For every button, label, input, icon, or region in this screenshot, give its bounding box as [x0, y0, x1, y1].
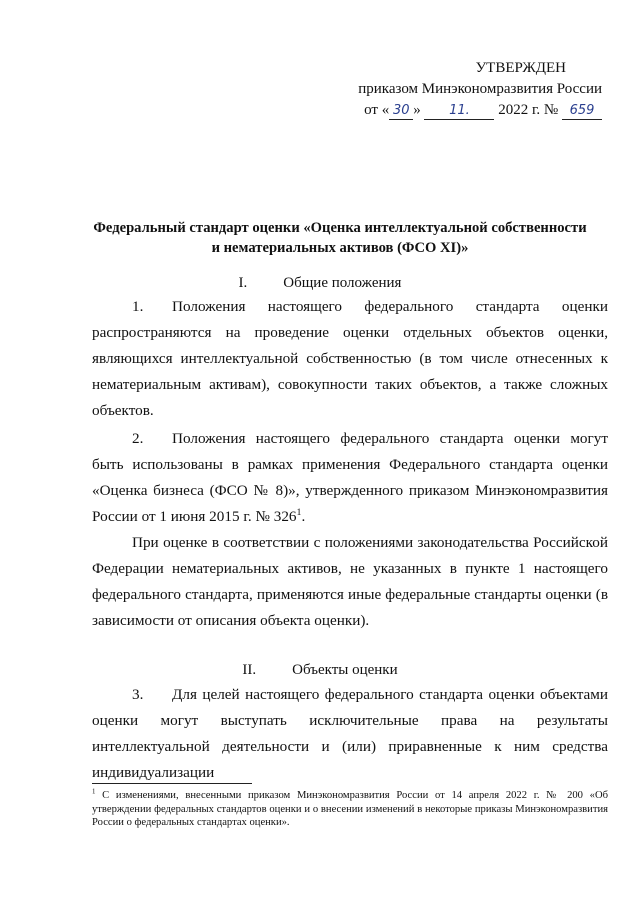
section-title: Объекты оценки — [292, 662, 398, 678]
section-heading-1 — [0, 275, 640, 292]
footnote-number: 1 — [92, 788, 96, 796]
paragraph-text: Для целей настоящего федерального стандарта оценки объектами оценки могут выступать исключительные права на результаты интеллектуальной деятельности и (или) приравненные к ним средства индивидуализации — [92, 686, 608, 781]
section-title: Общие положения — [283, 275, 402, 291]
approval-month: 11. — [424, 103, 494, 120]
footnote-text: С изменениями, внесенными приказом Минэкономразвития России от 14 апреля 2022 г. № 200 «Об утверждении федеральных стандартов оценки и о внесении изменений в некоторые приказы Минэкономразвития России о федеральных стандартах оценки». — [92, 790, 608, 828]
approval-day: 30 — [389, 103, 413, 120]
footnote-reference: 1 — [296, 506, 302, 518]
paragraph-4 — [92, 682, 608, 786]
approval-title: УТВЕРЖДЕН — [475, 60, 566, 76]
approval-from-close: » — [413, 102, 421, 118]
paragraph-text: При оценке в соответствии с положениями законодательства Российской Федерации нематериальных активов, не указанных в пункте 1 настоящего федерального стандарта, применяются иные федеральные стандарты оценки (в зависимости от описания объекта оценки). — [92, 534, 608, 629]
document-title — [80, 218, 600, 258]
approval-from-prefix: от « — [364, 102, 390, 118]
paragraph-1 — [92, 294, 608, 424]
approval-order-line: приказом Минэкономразвития России — [358, 81, 602, 97]
approval-date-line — [302, 100, 602, 121]
document-title-line-1: Федеральный стандарт оценки «Оценка интеллектуальной собственности — [93, 220, 587, 236]
footnote — [92, 789, 608, 830]
approval-year-text: 2022 г. № — [498, 102, 559, 118]
paragraph-number: 2. — [132, 430, 144, 447]
section-number: I. — [238, 275, 248, 291]
approval-stamp — [302, 58, 602, 121]
section-number: II. — [242, 662, 257, 678]
paragraph-2 — [92, 426, 608, 530]
footnote-divider — [92, 783, 252, 784]
approval-number: 659 — [562, 103, 602, 120]
section-heading-2 — [0, 662, 640, 679]
paragraph-3 — [92, 530, 608, 634]
paragraph-end: . — [301, 508, 306, 525]
paragraph-number: 3. — [132, 686, 144, 703]
document-title-line-2: и нематериальных активов (ФСО XI)» — [211, 240, 469, 256]
paragraph-number: 1. — [132, 298, 144, 315]
paragraph-text: Положения настоящего федерального стандарта оценки распространяются на проведение оценки отдельных объектов оценки, являющихся интеллектуальной собственностью (в том числе отнесенных к нематериальным активам), совокупности таких объектов, а также сложных объектов. — [92, 298, 608, 419]
paragraph-text: Положения настоящего федерального стандарта оценки могут быть использованы в рамках применения Федерального стандарта оценки «Оценка бизнеса (ФСО № 8)», утвержденного приказом Минэкономразвития России от 1 июня 2015 г. № 326 — [92, 430, 608, 525]
